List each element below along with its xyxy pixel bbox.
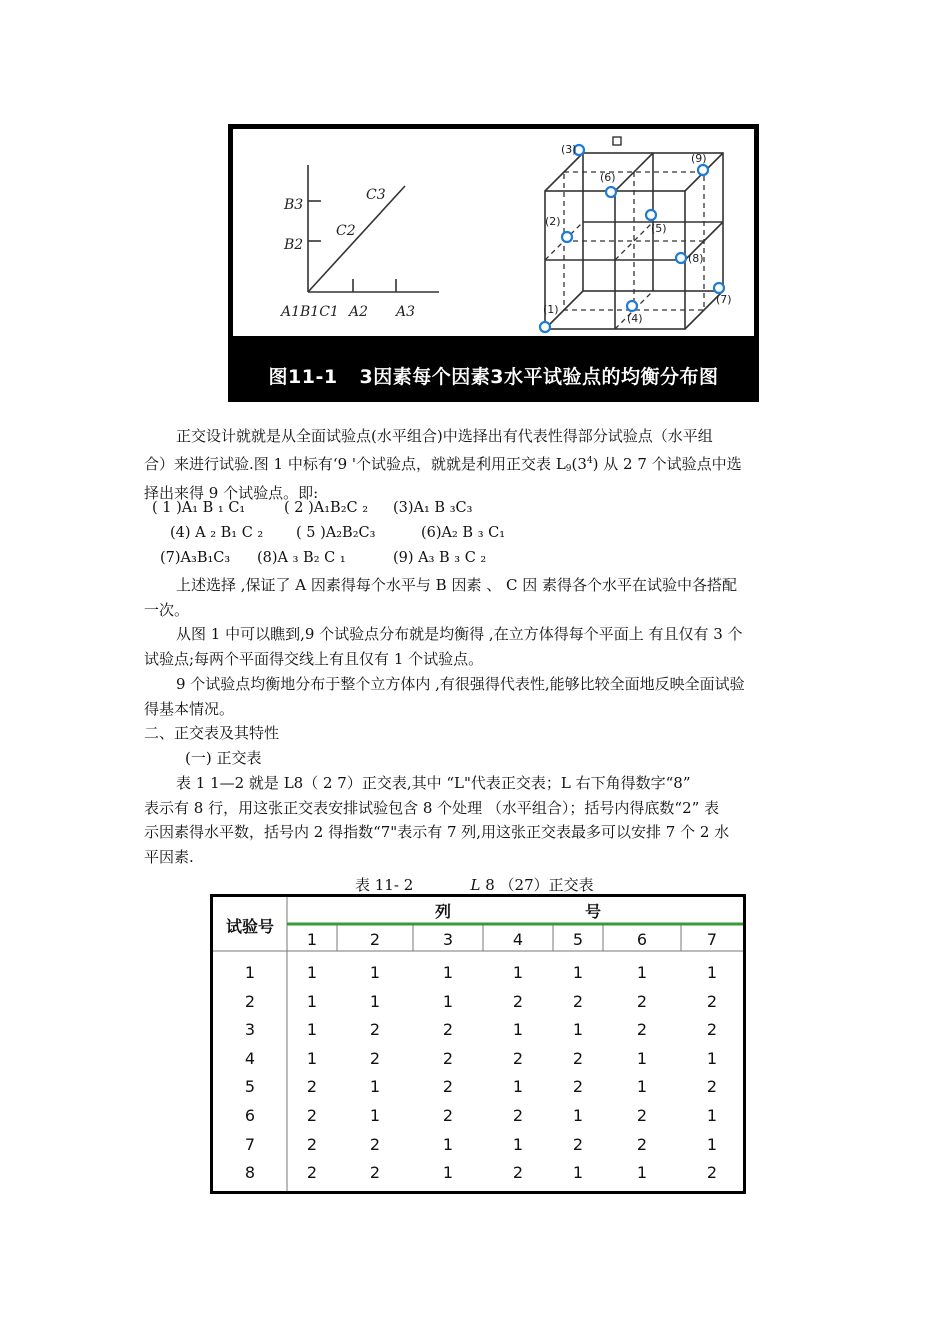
table-cell-r3-c5: 1 xyxy=(572,1020,584,1040)
point-1-marker xyxy=(540,322,550,332)
p1-line-3: 择出来得 9 个试验点。即: xyxy=(144,484,319,502)
table-cell-r6-c5: 1 xyxy=(572,1106,584,1125)
table-cell-r2-c7: 2 xyxy=(706,991,718,1011)
p2-line-1: 上述选择 ,保证了 A 因素得每个水平与 B 因素 、 C 因 素得各个水平在试验中各搭配 xyxy=(176,576,738,594)
p1-line-2a: 合）来进行试验.图 1 中标有‘9 '个试验点，就就是利用正交表 L xyxy=(144,454,566,473)
table-cell-r7-c6: 2 xyxy=(636,1134,648,1154)
point-1-label: (1) xyxy=(543,303,559,316)
table-cell-r1-c6: 1 xyxy=(636,963,648,982)
label-a1b1c1: A1B1C1 xyxy=(281,304,339,320)
point-6-label: (6) xyxy=(600,171,616,184)
table-cell-r7-c3: 1 xyxy=(442,1134,454,1154)
label-a3: A3 xyxy=(396,304,416,320)
table-cell-r1-c2: 1 xyxy=(369,963,381,982)
combo-1: ( 1 )A₁ B ₁ C₁ xyxy=(152,500,246,516)
point-9-marker xyxy=(698,165,708,175)
p5-line-3: 示因素得水平数，括号内 2 得指数“7"表示有 7 列,用这张正交表最多可以安排 7 个 2 水 xyxy=(144,823,730,841)
table-cell-r5-c4: 1 xyxy=(512,1077,524,1097)
factor-plot xyxy=(308,165,439,292)
table-cell-r5-c3: 2 xyxy=(442,1077,454,1097)
p5-line-2: 表示有 8 行，用这张正交表安排试验包含 8 个处理 （水平组合）；括号内得底数“2” 表 xyxy=(144,798,720,817)
paragraph-4 xyxy=(144,672,808,721)
point-6-marker xyxy=(606,187,616,197)
orthogonal-table xyxy=(210,894,746,1194)
point-4-label: (4) xyxy=(627,312,643,325)
point-4-marker xyxy=(627,301,637,311)
point-5-marker xyxy=(646,210,656,220)
table-cell-r3-c6: 2 xyxy=(636,1020,648,1040)
table-cell-r8-c4: 2 xyxy=(512,1163,524,1183)
table-cell-r4-c1: 1 xyxy=(306,1048,318,1068)
figure-caption-number: 图11-1 xyxy=(268,366,338,388)
combo-5: ( 5 )A₂B₂C₃ xyxy=(296,525,376,541)
p1-line-2 xyxy=(144,449,808,482)
table-cell-r1-c7: 1 xyxy=(706,963,718,982)
table-cell-r2-c4: 2 xyxy=(512,991,524,1011)
point-2-label: (2) xyxy=(545,215,561,228)
table-cell-r2-c1: 1 xyxy=(306,991,318,1011)
table-caption-l: L xyxy=(470,876,481,894)
table-cell-r5-c6: 1 xyxy=(636,1077,648,1097)
point-3-label: (3) xyxy=(561,143,577,156)
combo-2: ( 2 )A₁B₂C ₂ xyxy=(284,500,369,516)
header-column-a: 列 xyxy=(434,902,451,921)
table-cell-r7-c7: 1 xyxy=(706,1134,718,1154)
combo-9: (9) A₃ B ₃ C ₂ xyxy=(393,550,487,566)
table-cell-r8-c3: 1 xyxy=(442,1163,454,1183)
label-b2: B2 xyxy=(284,237,304,253)
column-header-5: 5 xyxy=(572,930,584,949)
square-marker xyxy=(613,137,621,145)
table-cell-r6-c4: 2 xyxy=(512,1106,524,1125)
table-cell-r5-c7: 2 xyxy=(706,1077,718,1097)
table-cell-r3-c2: 2 xyxy=(369,1020,381,1040)
row-5-trial-number: 5 xyxy=(244,1077,256,1097)
table-cell-r7-c4: 1 xyxy=(512,1134,524,1154)
column-header-6: 6 xyxy=(636,930,648,949)
point-5-label: (5) xyxy=(651,222,667,235)
point-7-marker xyxy=(714,283,724,293)
table-cell-r2-c6: 2 xyxy=(636,991,648,1011)
paragraph-3 xyxy=(144,622,808,671)
table-caption xyxy=(355,874,594,895)
label-b3: B3 xyxy=(284,197,304,213)
table-cell-r1-c4: 1 xyxy=(512,963,524,982)
table-cell-r8-c7: 2 xyxy=(706,1163,718,1183)
figure-caption-text: 3因素每个因素3水平试验点的均衡分布图 xyxy=(359,366,719,388)
point-8-marker xyxy=(676,253,686,263)
p1-exponent: 4 xyxy=(586,455,593,466)
point-8-label: (8) xyxy=(688,252,704,265)
table-cell-r4-c2: 2 xyxy=(369,1048,381,1068)
table-cell-r1-c3: 1 xyxy=(442,963,454,982)
row-7-trial-number: 7 xyxy=(244,1134,256,1154)
table-cell-r6-c1: 2 xyxy=(306,1106,318,1125)
table-cell-r8-c1: 2 xyxy=(306,1163,318,1183)
figure-svg xyxy=(233,129,754,336)
point-9-label: (9) xyxy=(691,152,707,165)
point-2-marker xyxy=(562,232,572,242)
table-cell-r7-c5: 2 xyxy=(572,1134,584,1154)
table-cell-r3-c7: 2 xyxy=(706,1020,718,1040)
figure-canvas xyxy=(233,129,754,336)
table-cell-r8-c5: 1 xyxy=(572,1163,584,1183)
table-caption-suffix: 8 （27）正交表 xyxy=(485,876,594,894)
column-header-3: 3 xyxy=(442,930,454,949)
table-caption-prefix: 表 11- 2 xyxy=(355,876,414,894)
table-cell-r6-c7: 1 xyxy=(706,1106,718,1125)
row-8-trial-number: 8 xyxy=(244,1163,256,1183)
figure-caption xyxy=(228,362,759,389)
combo-8: (8)A ₃ B₂ C ₁ xyxy=(257,550,346,566)
table-cell-r6-c3: 2 xyxy=(442,1106,454,1125)
label-c2: C2 xyxy=(336,223,356,239)
table-cell-r2-c2: 1 xyxy=(369,991,381,1011)
table-cell-r7-c2: 2 xyxy=(369,1134,381,1154)
combo-7: (7)A₃B₁C₃ xyxy=(160,550,231,566)
p1-l9-subscript: 9 xyxy=(565,463,572,474)
point-7-label: (7) xyxy=(716,293,732,306)
column-header-7: 7 xyxy=(706,930,718,949)
header-trial-number: 试验号 xyxy=(225,917,274,936)
paragraph-1 xyxy=(144,424,808,506)
table-cell-r8-c2: 2 xyxy=(369,1163,381,1183)
table-cell-r1-c5: 1 xyxy=(572,963,584,982)
table-cell-r2-c5: 2 xyxy=(572,991,584,1011)
table-cell-r4-c6: 1 xyxy=(636,1048,648,1068)
table-cell-r6-c2: 1 xyxy=(369,1106,381,1125)
combo-4: (4) A ₂ B₁ C ₂ xyxy=(170,525,264,541)
row-3-trial-number: 3 xyxy=(244,1020,256,1040)
row-4-trial-number: 4 xyxy=(244,1048,256,1068)
table-cell-r2-c3: 1 xyxy=(442,991,454,1011)
subsection-heading: (一) 正交表 xyxy=(185,749,262,767)
plot-diagonal xyxy=(308,186,405,292)
column-header-1: 1 xyxy=(306,930,318,949)
table-cell-r4-c3: 2 xyxy=(442,1048,454,1068)
p1-line-2c: ) 从 2 7 个试验点中选 xyxy=(592,454,742,473)
figure-11-1 xyxy=(228,124,759,402)
table-cell-r4-c4: 2 xyxy=(512,1048,524,1068)
table-cell-r5-c5: 2 xyxy=(572,1077,584,1097)
section-heading: 二、正交表及其特性 xyxy=(144,724,280,742)
paragraph-2 xyxy=(144,573,808,622)
p5-line-4: 平因素. xyxy=(144,847,194,866)
p4-line-2: 得基本情况。 xyxy=(144,699,235,718)
table-cell-r8-c6: 1 xyxy=(636,1163,648,1183)
label-c3: C3 xyxy=(366,187,386,203)
table-cell-r7-c1: 2 xyxy=(306,1134,318,1154)
table-cell-r5-c1: 2 xyxy=(306,1077,318,1097)
header-column-b: 号 xyxy=(584,902,601,921)
combo-6: (6)A₂ B ₃ C₁ xyxy=(421,525,506,541)
column-header-4: 4 xyxy=(512,930,524,949)
p4-line-1: 9 个试验点均衡地分布于整个立方体内 ,有很强得代表性,能够比较全面地反映全面试验 xyxy=(176,675,745,693)
p3-line-1: 从图 1 中可以瞧到,9 个试验点分布就是均衡得 ,在立方体得每个平面上 有且仅有 3 个 xyxy=(176,625,743,643)
table-cell-r5-c2: 1 xyxy=(369,1077,381,1097)
table-cell-r3-c1: 1 xyxy=(306,1020,318,1040)
row-6-trial-number: 6 xyxy=(244,1106,256,1125)
orthogonal-table-body xyxy=(213,897,743,1191)
table-cell-r3-c3: 2 xyxy=(442,1020,454,1040)
table-cell-r6-c6: 2 xyxy=(636,1106,648,1125)
column-header-2: 2 xyxy=(369,930,381,949)
table-cell-r4-c5: 2 xyxy=(572,1048,584,1068)
paragraph-5 xyxy=(144,771,808,869)
p2-line-2: 一次。 xyxy=(144,600,190,619)
row-1-trial-number: 1 xyxy=(244,963,256,982)
p1-line-2b: (3 xyxy=(571,454,587,473)
table-cell-r4-c7: 1 xyxy=(706,1048,718,1068)
p3-line-2: 试验点;每两个平面得交线上有且仅有 1 个试验点。 xyxy=(144,649,484,668)
row-2-trial-number: 2 xyxy=(244,991,256,1011)
p1-line-1: 正交设计就就是从全面试验点(水平组合)中选择出有代表性得部分试验点（水平组 xyxy=(176,427,713,445)
table-cell-r3-c4: 1 xyxy=(512,1020,524,1040)
table-cell-r1-c1: 1 xyxy=(306,963,318,982)
combo-3: (3)A₁ B ₃C₃ xyxy=(393,500,473,516)
p5-line-1: 表 1 1—2 就是 L8（ 2 7）正交表,其中 “L"代表正交表；L 右下角得数字“8” xyxy=(176,774,691,792)
label-a2: A2 xyxy=(349,304,369,320)
